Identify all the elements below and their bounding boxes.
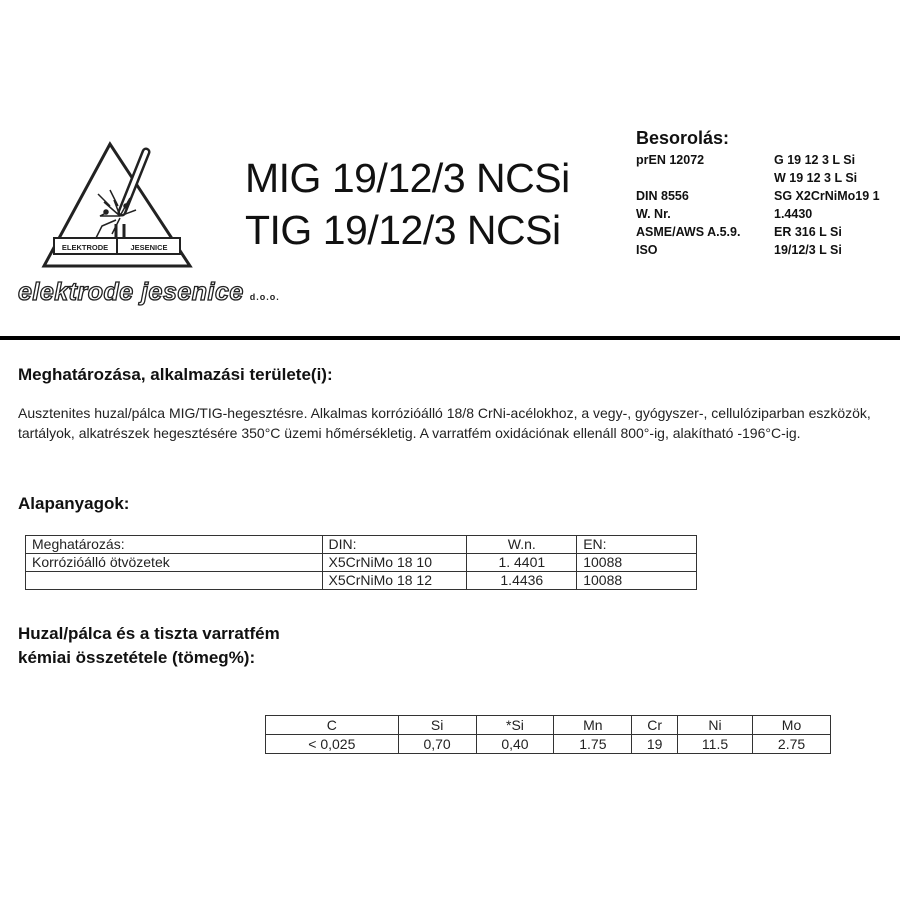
base-materials-table xyxy=(25,535,697,590)
company-logo xyxy=(40,140,200,270)
classification-value: W 19 12 3 L Si xyxy=(774,171,858,185)
table-header-cell: DIN: xyxy=(322,536,467,554)
table-cell: X5CrNiMo 18 10 xyxy=(322,554,467,572)
table-header-cell: Mo xyxy=(753,716,831,735)
table-cell: 10088 xyxy=(577,572,697,590)
table-header-row xyxy=(266,716,831,735)
table-header-cell: EN: xyxy=(577,536,697,554)
classification-key: ASME/AWS A.5.9. xyxy=(636,225,741,239)
classification-heading: Besorolás: xyxy=(636,128,730,148)
table-cell: 0,70 xyxy=(398,735,476,754)
classification-value: G 19 12 3 L Si xyxy=(774,153,856,167)
table-cell: 1.75 xyxy=(554,735,632,754)
chemistry-heading-line2: kémiai összetétele (tömeg%): xyxy=(18,648,256,667)
table-header-cell: Ni xyxy=(678,716,753,735)
table-cell: 2.75 xyxy=(753,735,831,754)
classification-key: DIN 8556 xyxy=(636,189,689,203)
classification-value: ER 316 L Si xyxy=(774,225,842,239)
logo-suffix: d.o.o. xyxy=(249,292,280,302)
table-row xyxy=(26,554,697,572)
table-cell: 1.4436 xyxy=(467,572,577,590)
chemistry-heading-line1: Huzal/pálca és a tiszta varratfém xyxy=(18,624,280,643)
table-cell: 11.5 xyxy=(678,735,753,754)
table-header-cell: Si xyxy=(398,716,476,735)
definition-text: Ausztenites huzal/pálca MIG/TIG-hegesztésre. Alkalmas korrózióálló 18/8 CrNi-acélokhoz, a vegy-, gyógyszer-, cellulóziparban eszközök, tartályok, alkatrészek hegesztésére 350°C üzemi hőmérsékletig. A varratfém oxidációnak ellenáll 800°-ig, alakítható -196°C-ig. xyxy=(18,405,871,441)
logo-wordmark xyxy=(18,278,280,307)
table-row xyxy=(26,572,697,590)
logo-banner-left: ELEKTRODE xyxy=(61,243,109,252)
table-header-cell: C xyxy=(266,716,399,735)
table-cell: 0,40 xyxy=(476,735,554,754)
table-row xyxy=(266,735,831,754)
table-cell: Korrózióálló ötvözetek xyxy=(26,554,323,572)
table-cell xyxy=(26,572,323,590)
table-header-cell: Mn xyxy=(554,716,632,735)
definition-heading: Meghatározása, alkalmazási területe(i): xyxy=(18,365,333,384)
classification-key: ISO xyxy=(636,243,658,257)
table-cell: 1. 4401 xyxy=(467,554,577,572)
classification-value: 1.4430 xyxy=(774,207,813,221)
table-cell: 19 xyxy=(632,735,678,754)
base-materials-heading: Alapanyagok: xyxy=(18,494,130,513)
table-header-cell: Cr xyxy=(632,716,678,735)
header-divider xyxy=(0,336,900,340)
classification-key: prEN 12072 xyxy=(636,153,705,167)
classification-value: SG X2CrNiMo19 1 xyxy=(774,189,880,203)
table-cell: X5CrNiMo 18 12 xyxy=(322,572,467,590)
table-cell: 10088 xyxy=(577,554,697,572)
classification-key: W. Nr. xyxy=(636,207,671,221)
product-title-tig: TIG 19/12/3 NCSi xyxy=(245,207,561,253)
table-header-cell: W.n. xyxy=(467,536,577,554)
classification-value: 19/12/3 L Si xyxy=(774,243,842,257)
table-header-cell: Meghatározás: xyxy=(26,536,323,554)
logo-banner-right: JESENICE xyxy=(130,243,168,252)
table-cell: < 0,025 xyxy=(266,735,399,754)
product-title-mig: MIG 19/12/3 NCSi xyxy=(245,155,570,201)
logo-brand: elektrode jesenice xyxy=(18,278,244,306)
table-header-row xyxy=(26,536,697,554)
table-header-cell: *Si xyxy=(476,716,554,735)
chemistry-table xyxy=(265,715,831,754)
